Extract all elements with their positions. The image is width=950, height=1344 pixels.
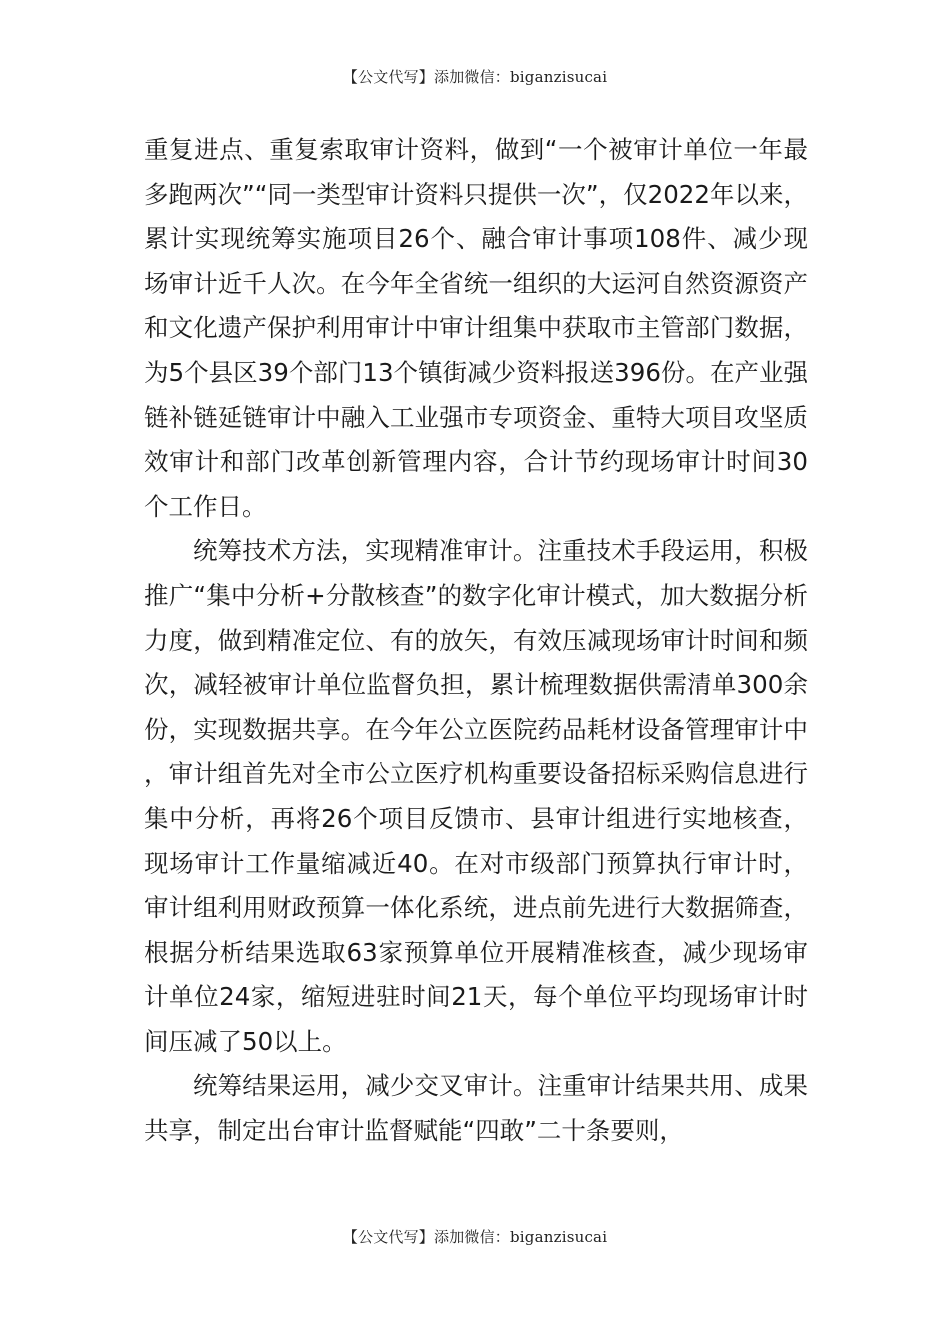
document-body [144, 128, 808, 1154]
paragraph-results-use: 统筹结果运用，减少交叉审计。注重审计结果共用、成果共享，制定出台审计监督赋能“四敢”二十条要则， [144, 1071, 808, 1146]
page-footer-watermark: 【公文代写】添加微信：biganzisucai [342, 1228, 608, 1246]
paragraph-tech-methods: 统筹技术方法，实现精准审计。注重技术手段运用，积极推广“集中分析+分散核查”的数字化审计模式，加大数据分析力度，做到精准定位、有的放矢，有效压减现场审计时间和频次，减轻被审计单位监督负担，累计梳理数据供需清单300余份，实现数据共享。在今年公立医院药品耗材设备管理审计中，审计组首先对全市公立医疗机构重要设备招标采购信息进行集中分析，再将26个项目反馈市、县审计组进行实地核查，现场审计工作量缩减近40。在对市级部门预算执行审计时，审计组利用财政预算一体化系统，进点前先进行大数据筛查，根据分析结果选取63家预算单位开展精准核查，减少现场审计单位24家，缩短进驻时间21天，每个单位平均现场审计时间压减了50以上。 [144, 536, 808, 1056]
page-header-watermark: 【公文代写】添加微信：biganzisucai [342, 68, 608, 86]
paragraph-continuation: 重复进点、重复索取审计资料，做到“一个被审计单位一年最多跑两次”“同一类型审计资料只提供一次”，仅2022年以来，累计实现统筹实施项目26个、融合审计事项108件、减少现场审计近千人次。在今年全省统一组织的大运河自然资源资产和文化遗产保护利用审计中审计组集中获取市主管部门数据，为5个县区39个部门13个镇街减少资料报送396份。在产业强链补链延链审计中融入工业强市专项资金、重特大项目攻坚质效审计和部门改革创新管理内容，合计节约现场审计时间30个工作日。 [144, 135, 808, 521]
